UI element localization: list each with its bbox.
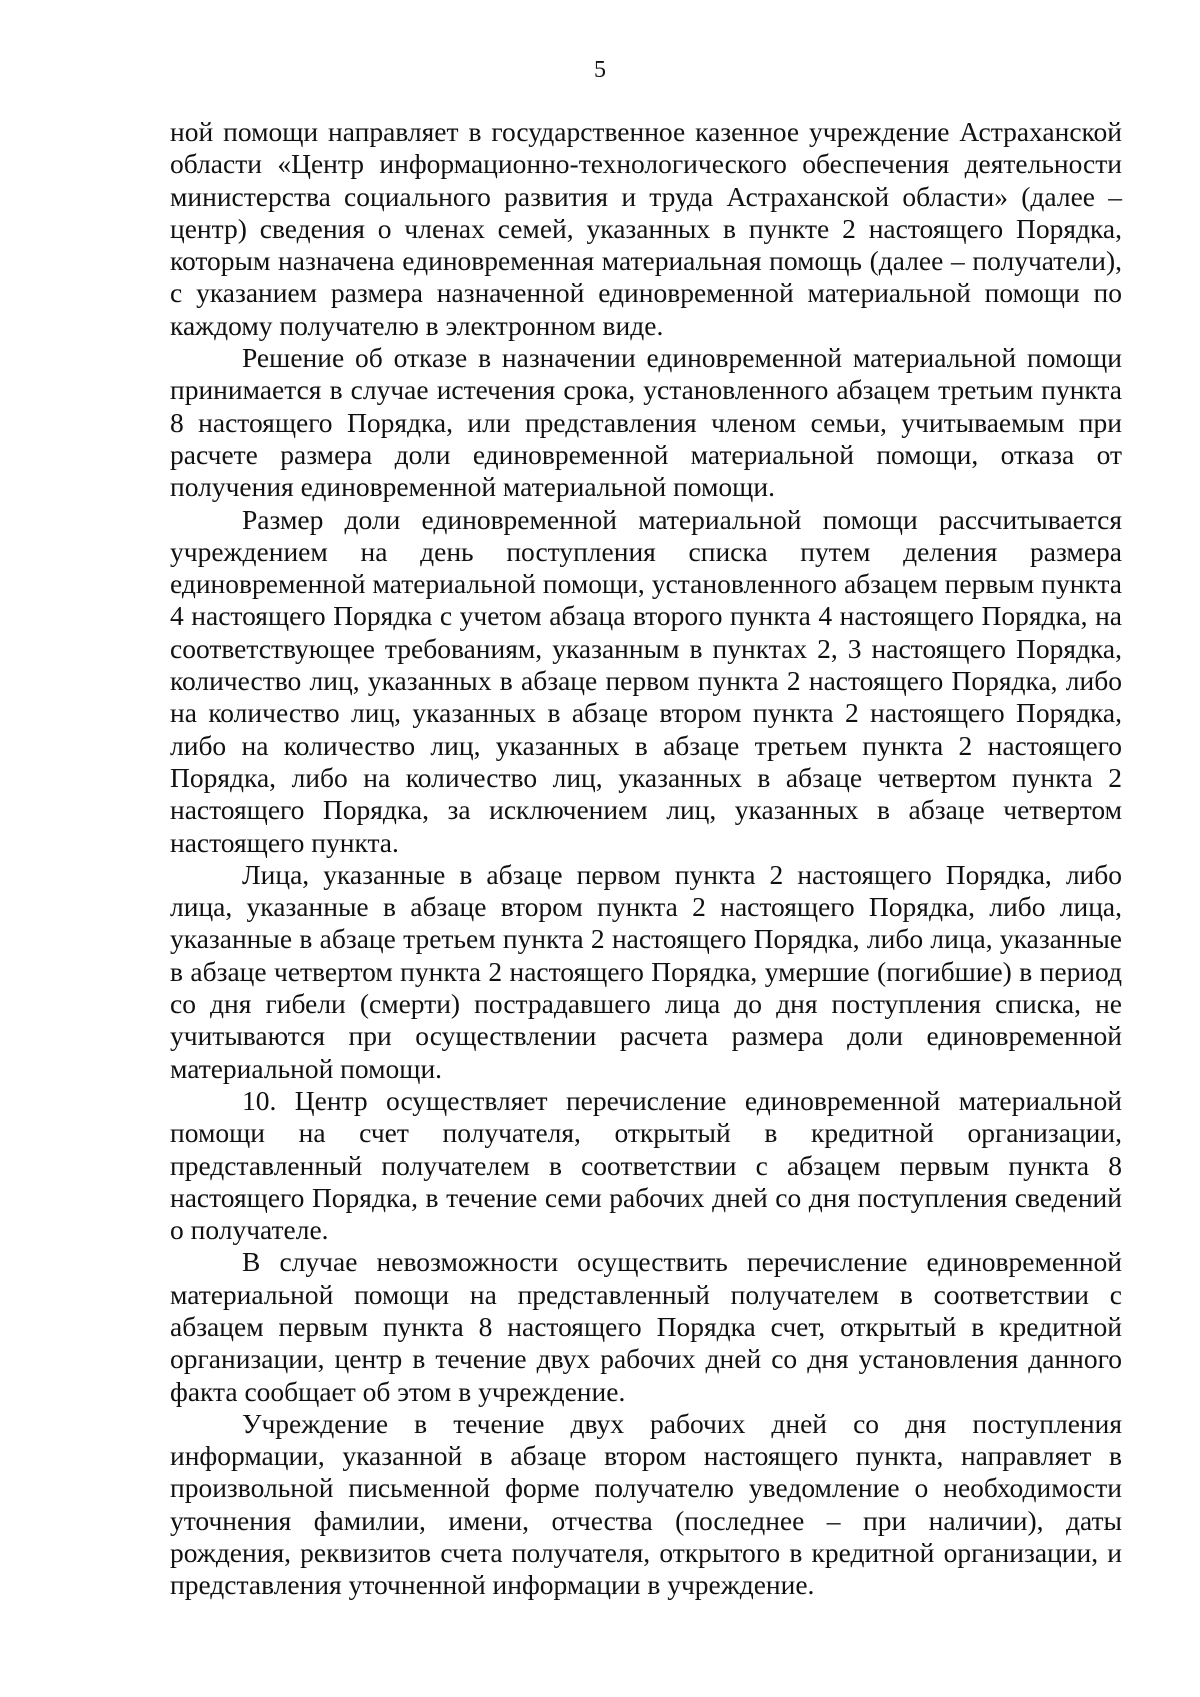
paragraph-deceased-exclusion: Лица, указанные в абзаце первом пункта 2 настоящего Порядка, либо лица, указанные в абзаце втором пункта 2 настоящего Порядка, либо лица, указанные в абзаце третьем пункта 2 настоящего Порядка, либо лица, указанные в абзаце четвертом пункта 2 настоящего Порядка, умершие (погибшие) в период со дня гибели (смерти) пострадавшего лица до дня поступления списка, не учитываются при осуществлении расчета размера доли единовременной материальной помощи. <box>170 858 1122 1084</box>
paragraph-continuation: ной помощи направляет в государственное казенное учреждение Астраханской области «Центр информационно-технологического обеспечения деятельности министерства социального развития и труда Астраханской области» (далее – центр) сведения о членах семей, указанных в пункте 2 настоящего Порядка, которым назначена единовременная материальная помощь (далее – получатели), с указанием размера назначенной единовременной материальной помощи по каждому получателю в электронном виде. <box>170 116 1122 341</box>
document-body <box>170 116 1122 1602</box>
page-number: 5 <box>594 57 606 83</box>
paragraph-refusal-decision: Решение об отказе в назначении единовременной материальной помощи принимается в случае истечения срока, установленного абзацем третьим пункта 8 настоящего Порядка, или представления членом семьи, учитываемым при расчете размера доли единовременной материальной помощи, отказа от получения единовременной материальной помощи. <box>170 342 1122 503</box>
paragraph-share-calculation: Размер доли единовременной материальной помощи рассчитывается учреждением на день поступления списка путем деления размера единовременной материальной помощи, установленного абзацем первым пункта 4 настоящего Порядка с учетом абзаца второго пункта 4 настоящего Порядка, на соответствующее требованиям, указанным в пунктах 2, 3 настоящего Порядка, количество лиц, указанных в абзаце первом пункта 2 настоящего Порядка, либо на количество лиц, указанных в абзаце втором пункта 2 настоящего Порядка, либо на количество лиц, указанных в абзаце третьем пункта 2 настоящего Порядка, либо на количество лиц, указанных в абзаце четвертом пункта 2 настоящего Порядка, за исключением лиц, указанных в абзаце четвертом настоящего пункта. <box>170 503 1122 858</box>
paragraph-item-10-transfer: 10. Центр осуществляет перечисление единовременной материальной помощи на счет получателя, открытый в кредитной организации, представленный получателем в соответствии с абзацем первым пункта 8 настоящего Порядка, в течение семи рабочих дней со дня поступления сведений о получателе. <box>170 1084 1122 1246</box>
paragraph-notification: Учреждение в течение двух рабочих дней со дня поступления информации, указанной в абзаце втором настоящего пункта, направляет в произвольной письменной форме получателю уведомление о необходимости уточнения фамилии, имени, отчества (последнее – при наличии), даты рождения, реквизитов счета получателя, открытого в кредитной организации, и представления уточненной информации в учреждение. <box>170 1407 1122 1601</box>
paragraph-transfer-impossible: В случае невозможности осуществить перечисление единовременной материальной помощи на представленный получателем в соответствии с абзацем первым пункта 8 настоящего Порядка счет, открытый в кредитной организации, центр в течение двух рабочих дней со дня установления данного факта сообщает об этом в учреждение. <box>170 1246 1122 1407</box>
